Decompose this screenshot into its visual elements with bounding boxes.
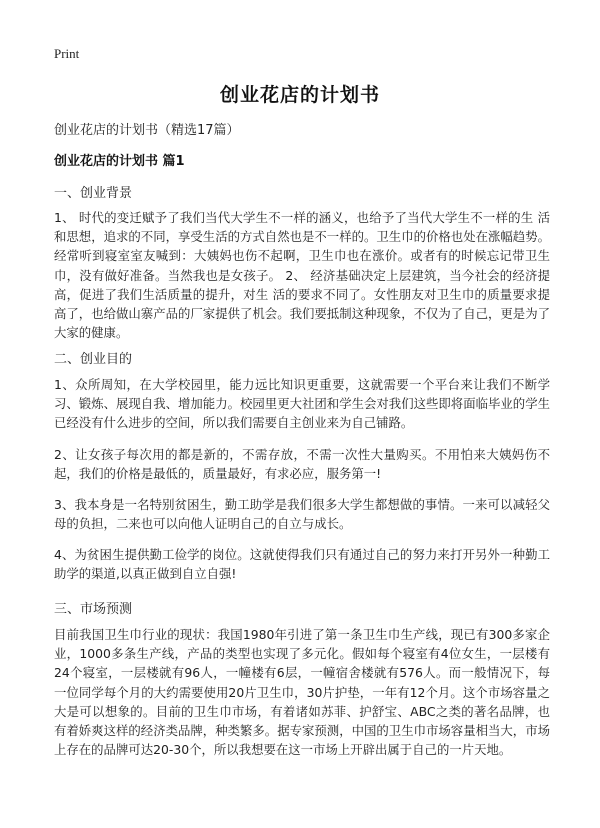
paragraph-purpose-1: 1、众所周知，在大学校园里，能力远比知识更重要，这就需要一个平台来让我们不断学习、锻炼、展现自我、增加能力。校园里更大社团和学生会对我们这些即将面临毕业的学生已经没有什么进步的空间，所以我们需要自主创业来为自己铺路。: [54, 377, 550, 431]
document-subtitle: 创业花店的计划书（精选17篇）: [54, 123, 240, 138]
paragraph-background: 1、 时代的变迁赋予了我们当代大学生不一样的涵义，也给予了当代大学生不一样的生 活和思想，追求的不同，享受生活的方式自然也是不一样的。卫生巾的价格也处在涨幅趋势。经常听到寝室室友喊到：大姨妈也伤不起啊，卫生巾也在涨价。或者有的时候忘记带卫生巾，没有做好准备。当然我也是女孩子。 2、 经济基础决定上层建筑，当今社会的经济提高，促进了我们生活质量的提升，对生 活的要求不同了。女性朋友对卫生巾的质量要求提高了，也给做山寨产品的厂家提供了机会。我们要抵制这种现象，不仅为了自己，更是为了大家的健康。: [54, 210, 550, 341]
paragraph-purpose-3: 3、我本身是一名特别贫困生，勤工助学是我们很多大学生都想做的事情。一来可以减轻父母的负担，二来也可以向他人证明自己的自立与成长。: [54, 497, 550, 532]
paragraph-purpose-4: 4、为贫困生提供勤工俭学的岗位。这就使得我们只有通过自己的努力来打开另外一种勤工助学的渠道,以真正做到自立自强!: [54, 547, 550, 582]
page-title: 创业花店的计划书: [219, 84, 380, 106]
article-heading: 创业花店的计划书 篇1: [54, 154, 185, 169]
section-heading-purpose: 二、创业目的: [54, 352, 133, 367]
print-label: Print: [54, 46, 80, 61]
section-heading-market: 三、市场预测: [54, 602, 133, 617]
paragraph-market: 目前我国卫生巾行业的现状：我国1980年引进了第一条卫生巾生产线，现已有300多家企业，1000多条生产线，产品的类型也实现了多元化。假如每个寝室有4位女生，一层楼有24个寝室，一层楼就有96人，一幢楼有6层，一幢宿舍楼就有576人。而一般情况下，每一位同学每个月的大约需要使用20片卫生巾，30片护垫，一年有12个月。这个市场容量之大是可以想象的。目前的卫生巾市场，有着诸如苏菲、护舒宝、ABC之类的著名品牌，也有着娇爽这样的经济类品牌，种类繁多。据专家预测，中国的卫生巾市场容量相当大，市场上存在的品牌可达20-30个，所以我想要在这一市场上开辟出属于自己的一片天地。: [54, 627, 550, 758]
section-heading-background: 一、创业背景: [54, 186, 133, 201]
paragraph-purpose-2: 2、让女孩子每次用的都是新的，不需存放，不需一次性大量购买。不用怕来大姨妈伤不起，我们的价格是最低的，质量最好，有求必应，服务第一!: [54, 447, 550, 482]
